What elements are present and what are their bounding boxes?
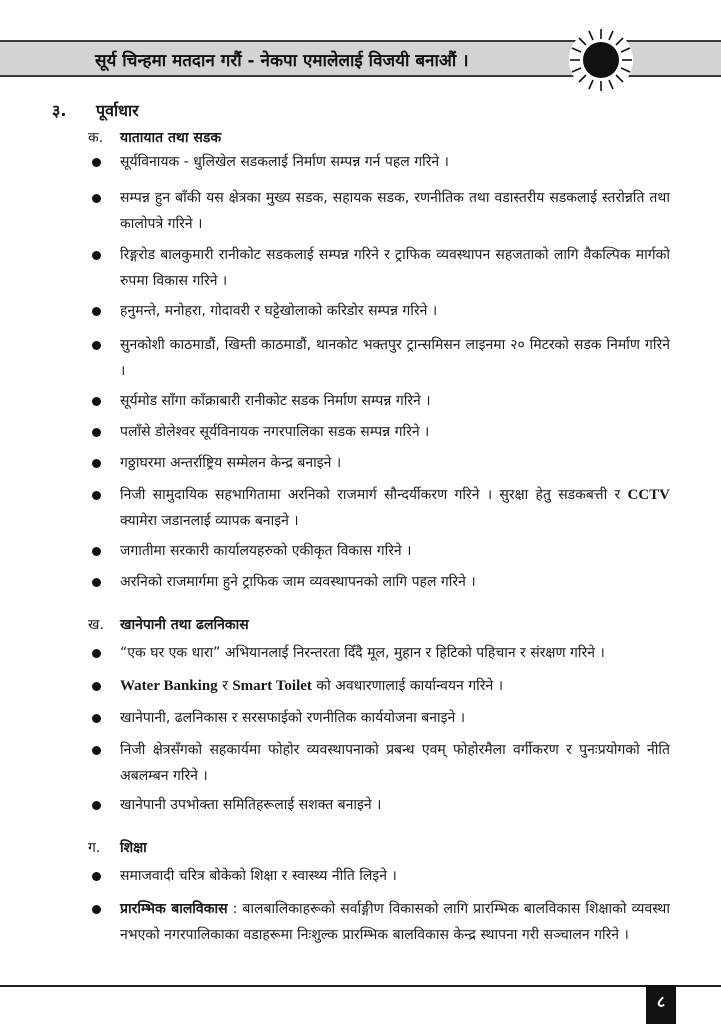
sun-emblem-icon [568,27,634,93]
subheading-title: शिक्षा [120,840,147,856]
section-number: ३. [52,101,67,120]
bullet-icon [92,491,101,500]
subheading-letter: क. [88,130,104,146]
bullet-icon [92,428,101,437]
page-number: ८ [646,985,676,1024]
item-text: : बालबालिकाहरूको सर्वाङ्गीण विकासको लागि प्रारम्भिक बालविकास शिक्षाको व्यवस्था नभएको नगरपालिकाका वडाहरूमा निःशुल्क प्रारम्भिक बालविकास केन्द्र स्थापना गरी सञ्चालन गरिने । [120,901,670,943]
list-item: सूर्यमोड साँगा काँक्राबारी रानीकोट सडक निर्माण सम्पन्न गरिने । [120,393,431,409]
bullet-icon [92,397,101,406]
bullet-icon [92,578,101,587]
bullet-icon [92,547,101,556]
item-text: क्यामेरा जडानलाई व्यापक बनाइने । [120,513,299,529]
list-item: गठ्ठाघरमा अन्तर्राष्ट्रिय सम्मेलन केन्द्र बनाइने । [120,455,342,471]
subheading-letter: ख. [88,617,104,633]
bullet-icon [92,307,101,316]
list-item-cctv [120,482,670,534]
list-item: रिङ्गरोड बालकुमारी रानीकोट सडकलाई सम्पन्न गरिने र ट्राफिक व्यवस्थापन सहजताको लागि वैकल्पिक मार्गको रुपमा विकास गरिने । [120,247,670,289]
list-item: सम्पन्न हुन बाँकी यस क्षेत्रका मुख्य सडक, सहायक सडक, रणनीतिक तथा वडास्तरीय सडकलाई स्तरोन्नति तथा कालोपत्रे गरिने । [120,190,670,232]
list-item: समाजवादी चरित्र बोकेको शिक्षा र स्वास्थ्य नीति लिइने । [120,868,397,884]
list-item: हनुमन्ते, मनोहरा, गोदावरी र घट्टेखोलाको करिडोर सम्पन्न गरिने । [120,303,438,319]
bullet-icon [92,746,101,755]
subheading-transport [88,128,221,147]
list-item: “एक घर एक धारा” अभियानलाई निरन्तरता दिँदै मूल, मुहान र हिटिको पहिचान र संरक्षण गरिने । [120,645,605,661]
bullet-icon [92,459,101,468]
bullet-icon [92,714,101,723]
item-text: र [217,678,233,694]
list-item: निजी क्षेत्रसँगको सहकार्यमा फोहोर व्यवस्थापनाको प्रबन्ध एवम् फोहोरमैला वर्गीकरण र पुनःप्रयोगको नीति अबलम्बन गरिने । [120,742,670,784]
list-item: पलाँसे डोलेश्वर सूर्यविनायक नगरपालिका सडक सम्पन्न गरिने । [120,424,430,440]
bullet-icon [92,801,101,810]
bullet-icon [92,872,101,881]
list-item: जगातीमा सरकारी कार्यालयहरुको एकीकृत विकास गरिने । [120,543,412,559]
list-item-ecd [120,896,670,948]
bullet-icon [92,341,101,350]
subheading-letter: ग. [88,840,101,856]
bullet-icon [92,682,101,691]
bullet-icon [92,649,101,658]
subheading-title: खानेपानी तथा ढलनिकास [120,617,249,633]
bullet-icon [92,905,101,914]
list-item-water-banking [120,673,670,699]
subheading-title: यातायात तथा सडक [120,130,222,146]
list-item: खानेपानी, ढलनिकास र सरसफाईको रणनीतिक कार्ययोजना बनाइने । [120,710,466,726]
subheading-water [88,615,249,634]
bullet-icon [92,251,101,260]
bullet-icon [92,158,101,167]
item-text: को अवधारणालाई कार्यान्वयन गरिने । [311,678,504,694]
slogan-text: सूर्य चिन्हमा मतदान गरौं - नेकपा एमालेलाई विजयी बनाऔं । [95,51,469,71]
subheading-education [88,838,147,857]
item-latin-text: Smart Toilet [232,678,312,694]
bullet-icon [92,194,101,203]
list-item: सूर्यविनायक - धुलिखेल सडकलाई निर्माण सम्पन्न गर्न पहल गरिने । [120,154,449,170]
section-heading [52,99,139,121]
list-item: अरनिको राजमार्गमा हुने ट्राफिक जाम व्यवस्थापनको लागि पहल गरिने । [120,574,476,590]
list-item: खानेपानी उपभोक्ता समितिहरूलाई सशक्त बनाइने । [120,797,382,813]
item-text: निजी सामुदायिक सहभागितामा अरनिको राजमार्ग सौन्दर्यीकरण गरिने । सुरक्षा हेतु सडकबत्ती र [120,487,621,503]
item-latin-text: Water Banking [120,678,218,694]
list-item: सुनकोशी काठमाडौं, खिम्ती काठमाडौं, थानकोट भक्तपुर ट्रान्समिसन लाइनमा २० मिटरको सडक निर्माण गरिने । [120,337,670,379]
footer-divider [0,985,721,987]
item-latin-text: CCTV [627,487,670,503]
section-title: पूर्वाधार [96,101,139,120]
item-bold-text: प्रारम्भिक बालविकास [120,901,228,917]
